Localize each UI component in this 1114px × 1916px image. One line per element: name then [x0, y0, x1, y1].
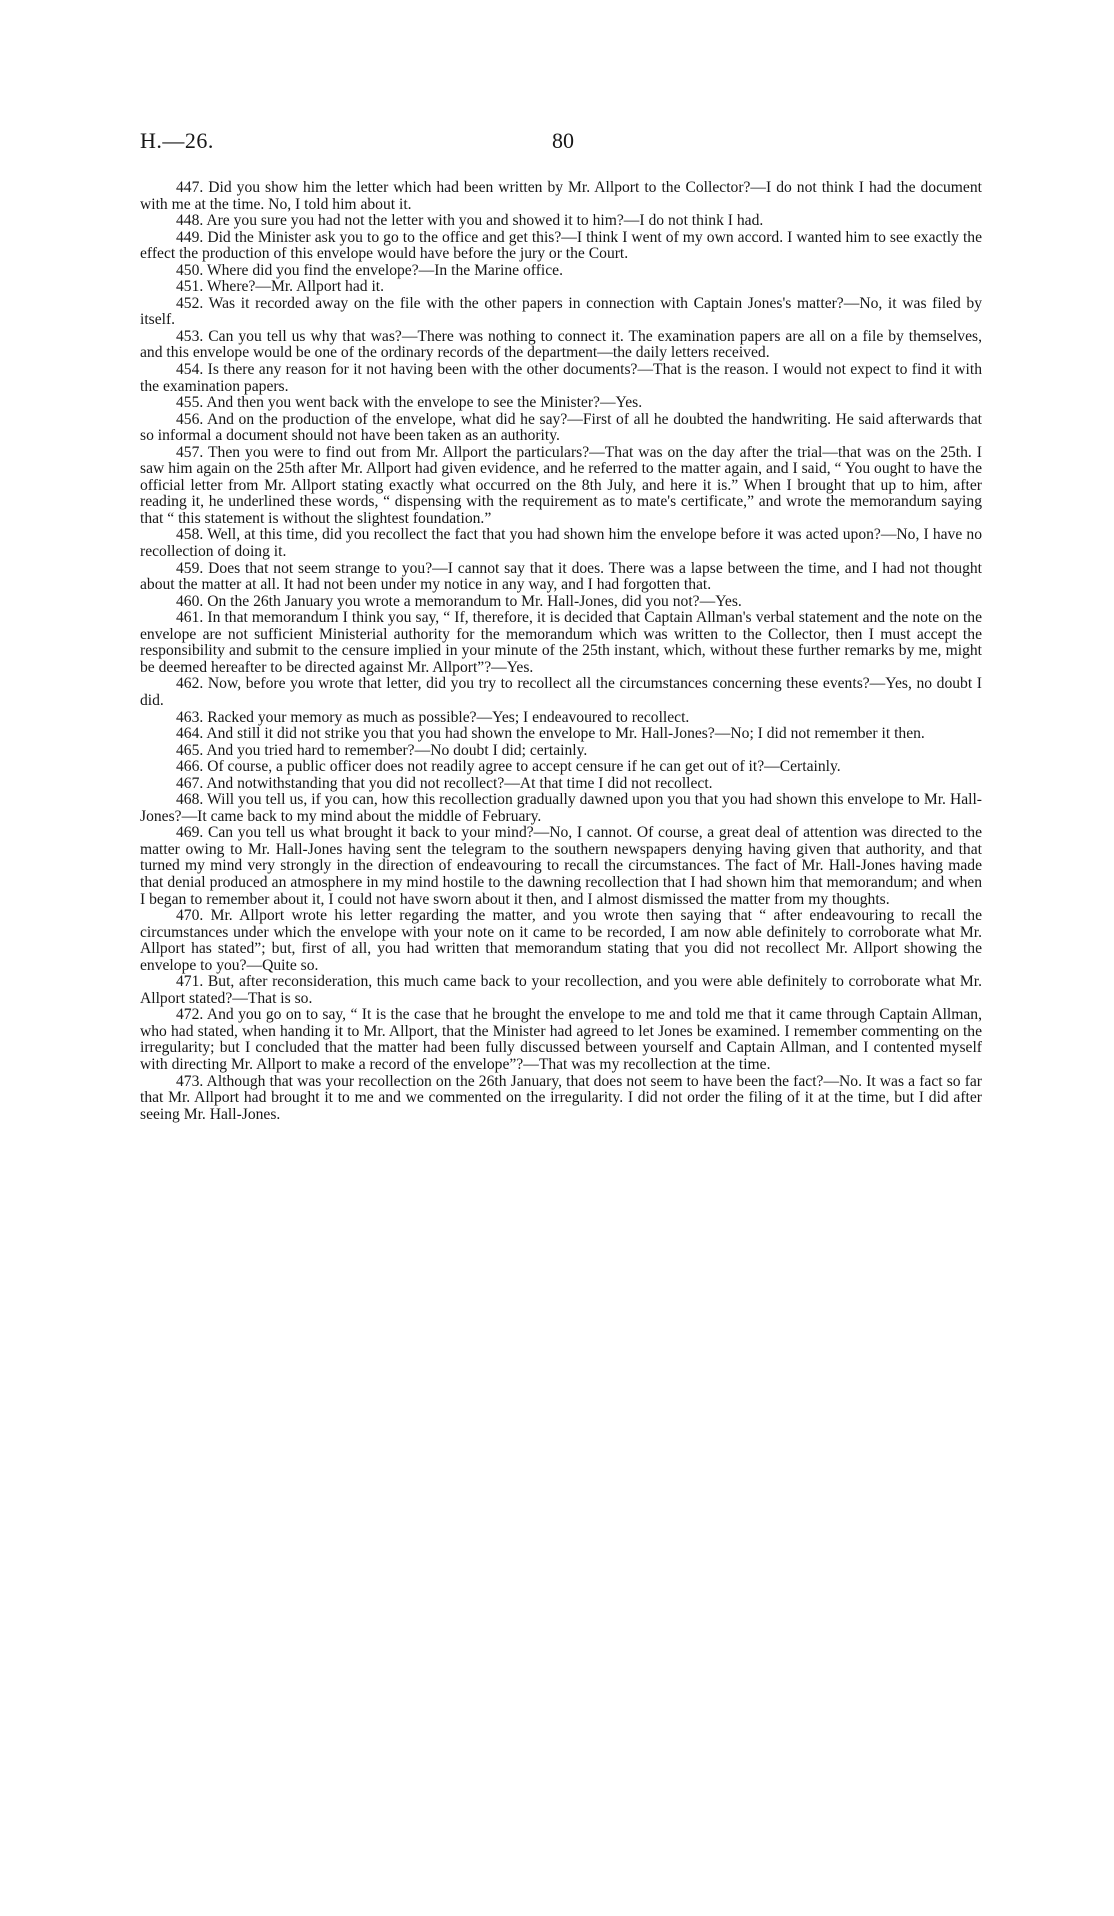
paragraph-450: 450. Where did you find the envelope?—In the Marine office. [176, 261, 563, 279]
page-header [140, 128, 980, 164]
paragraph-448: 448. Are you sure you had not the letter with you and showed it to him?—I do not think I had. [176, 212, 764, 230]
paragraph-447: 447. Did you show him the letter which had been written by Mr. Allport to the Collector?—I do not think I had the document with me at the time. No, I told him about it. [140, 179, 982, 213]
paragraph-466: 466. Of course, a public officer does not readily agree to accept censure if he can get out of it?—Certainly. [176, 758, 841, 776]
paragraph-465: 465. And you tried hard to remember?—No doubt I did; certainly. [176, 741, 588, 759]
paragraph-471: 471. But, after reconsideration, this much came back to your recollection, and you were able definitely to corroborate what Mr. Allport stated?—That is so. [140, 973, 982, 1007]
paragraph-461: 461. In that memorandum I think you say, “ If, therefore, it is decided that Captain Allman's verbal statement and the note on the envelope are not sufficient Ministerial authority for the memorandum which was written to the Collector, then I must accept the responsibility and submit to the censure implied in your minute of the 25th instant, which, without these further remarks by me, might be deemed hereafter to be directed against Mr. Allport”?—Yes. [140, 609, 982, 676]
paragraph-458: 458. Well, at this time, did you recollect the fact that you had shown him the envelope before it was acted upon?—No, I have no recollection of doing it. [140, 526, 982, 561]
paragraph-452: 452. Was it recorded away on the file with the other papers in connection with Captain Jones's matter?—No, it was filed by itself. [140, 294, 982, 329]
paragraph-457: 457. Then you were to find out from Mr. Allport the particulars?—That was on the day after the trial—that was on the 25th. I saw him again on the 25th after Mr. Allport had given evidence, and he referred to the matter again, and I said, “ You ought to have the official letter from Mr. Allport stating exactly what occurred on the 8th July, and here it is.” When I brought that up to him, after reading it, he underlined these words, “ dispensing with the requirement as to mate's certificate,” and wrote the memorandum saying that “ this statement is without the slightest foundation.” [140, 443, 982, 527]
paragraph-455: 455. And then you went back with the envelope to see the Minister?—Yes. [176, 394, 643, 412]
paragraph-462: 462. Now, before you wrote that letter, did you try to recollect all the circumstances concerning these events?—Yes, no doubt I did. [140, 675, 982, 709]
paragraph-467: 467. And notwithstanding that you did not recollect?—At that time I did not recollect. [176, 774, 713, 792]
series-code: H.—26. [140, 128, 214, 153]
paragraph-469: 469. Can you tell us what brought it back to your mind?—No, I cannot. Of course, a great deal of attention was directed to the matter owing to Mr. Hall-Jones having sent the telegram to the southern newspapers denying having given that authority, and that turned my mind very strongly in the direction of endeavouring to recall the circumstances. The fact of Mr. Hall-Jones having made that denial produced an atmosphere in my mind hostile to the dawning recollection that I had shown him that memorandum; and when I began to remember about it, I could not have sworn about it then, and I almost dismissed the matter from my thoughts. [140, 824, 982, 908]
paragraph-459: 459. Does that not seem strange to you?—I cannot say that it does. There was a lapse between the time, and I had not thought about the matter at all. It had not been under my notice in any way, and I had forgotten that. [140, 559, 982, 594]
paragraph-470: 470. Mr. Allport wrote his letter regarding the matter, and you wrote then saying that “ after endeavouring to recall the circumstances under which the envelope with your note on it came to be recorded, I am now able definitely to corroborate what Mr. Allport has stated”; but, first of all, you had written that memorandum stating that you did not recollect Mr. Allport showing the envelope to you?—Quite so. [140, 907, 982, 974]
paragraph-453: 453. Can you tell us why that was?—There was nothing to connect it. The examination papers are all on a file by themselves, and this envelope would be one of the ordinary records of the department—the daily letters received. [140, 327, 982, 362]
paragraph-456: 456. And on the production of the envelope, what did he say?—First of all he doubted the handwriting. He said afterwards that so informal a document should not have been taken as an authority. [140, 410, 982, 445]
paragraph-454: 454. Is there any reason for it not having been with the other documents?—That is the reason. I would not expect to find it with the examination papers. [140, 361, 982, 395]
testimony-body [140, 180, 982, 1123]
paragraph-468: 468. Will you tell us, if you can, how this recollection gradually dawned upon you that you had shown this envelope to Mr. Hall-Jones?—It came back to my mind about the middle of February. [140, 791, 982, 825]
paragraph-449: 449. Did the Minister ask you to go to the office and get this?—I think I went of my own accord. I wanted him to see exactly the effect the production of this envelope would have before the jury or the Court. [140, 228, 982, 263]
paragraph-473: 473. Although that was your recollection on the 26th January, that does not seem to have been the fact?—No. It was a fact so far that Mr. Allport had brought it to me and we commented on the irregularity. I did not order the filing of it at the time, but I did after seeing Mr. Hall-Jones. [140, 1072, 982, 1123]
paragraph-463: 463. Racked your memory as much as possible?—Yes; I endeavoured to recollect. [176, 708, 690, 726]
paragraph-472: 472. And you go on to say, “ It is the case that he brought the envelope to me and told me that it came through Captain Allman, who had stated, when handing it to Mr. Allport, that the Minister had agreed to let Jones be examined. I remember commenting on the irregularity; but I concluded that the matter had been fully discussed between yourself and Captain Allman, and I contented myself with directing Mr. Allport to make a record of the envelope”?—That was my recollection at the time. [140, 1006, 982, 1073]
paragraph-464: 464. And still it did not strike you that you had shown the envelope to Mr. Hall-Jones?—No; I did not remember it then. [176, 725, 925, 743]
paragraph-451: 451. Where?—Mr. Allport had it. [176, 278, 385, 296]
paragraph-460: 460. On the 26th January you wrote a memorandum to Mr. Hall-Jones, did you not?—Yes. [176, 592, 742, 610]
page-number: 80 [552, 128, 574, 153]
